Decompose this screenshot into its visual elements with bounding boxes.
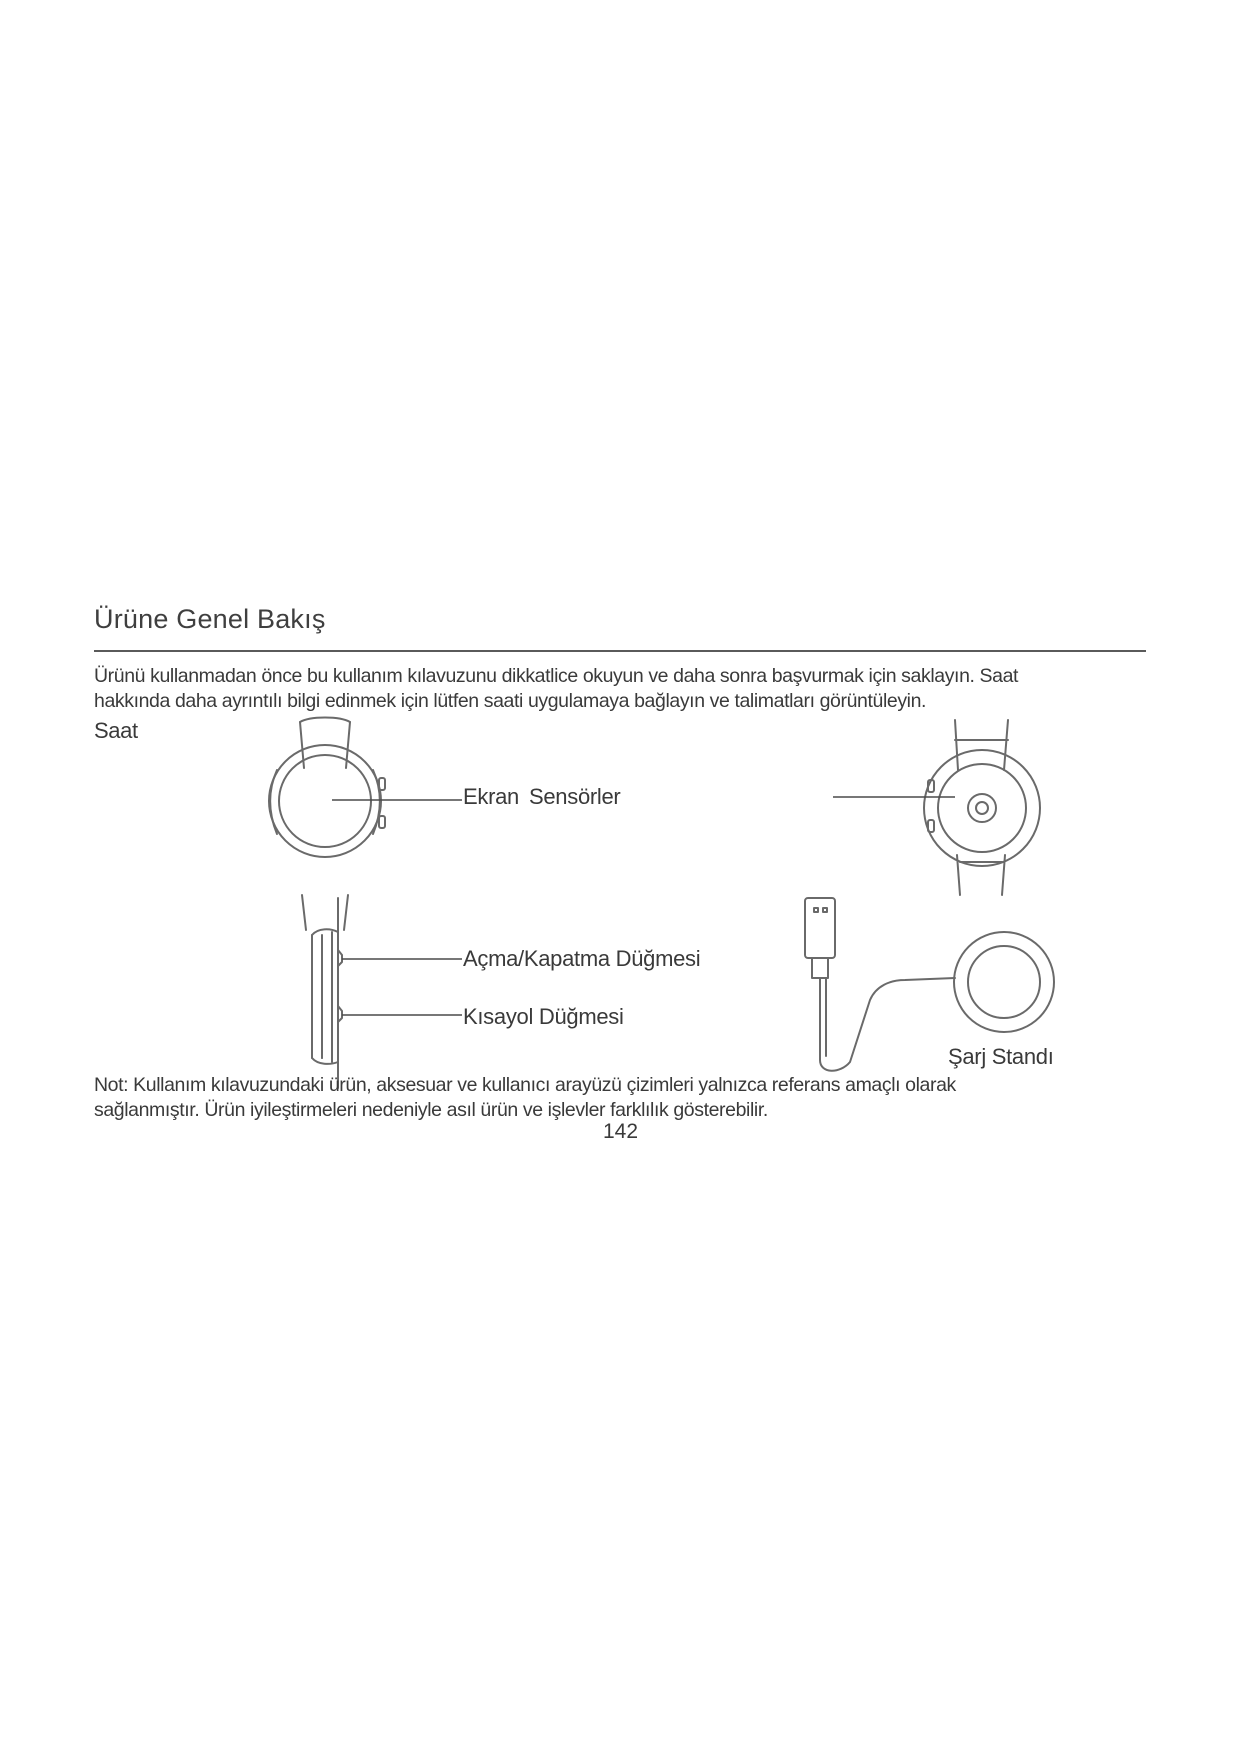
page-number: 142 <box>602 1120 639 1143</box>
label-shortcut-button: Kısayol Düğmesi <box>463 1004 624 1029</box>
page-title: Ürüne Genel Bakış <box>94 604 326 634</box>
label-power-button: Açma/Kapatma Düğmesi <box>463 946 701 971</box>
watch-front-illustration <box>269 718 385 931</box>
intro-line-2: hakkında daha ayrıntılı bilgi edinmek için lütfen saati uygulamaya bağlayın ve talimatları görüntüleyin. <box>94 690 927 712</box>
watch-side-illustration <box>312 898 342 1088</box>
label-sensors: Sensörler <box>529 784 621 809</box>
note-line-2: sağlanmıştır. Ürün iyileştirmeleri nedeniyle asıl ürün ve işlevler farklılık gösterebilir. <box>94 1099 768 1121</box>
label-screen: Ekran <box>463 784 519 809</box>
label-charging-stand: Şarj Standı <box>948 1044 1054 1069</box>
subheading-watch: Saat <box>94 718 138 743</box>
note-line-1: Not: Kullanım kılavuzundaki ürün, aksesuar ve kullanıcı arayüzü çizimleri yalnızca referans amaçlı olarak <box>94 1074 956 1096</box>
watch-back-illustration <box>924 720 1040 895</box>
intro-line-1: Ürünü kullanmadan önce bu kullanım kılavuzunu dikkatlice okuyun ve daha sonra başvurmak için saklayın. Saat <box>94 665 1019 687</box>
